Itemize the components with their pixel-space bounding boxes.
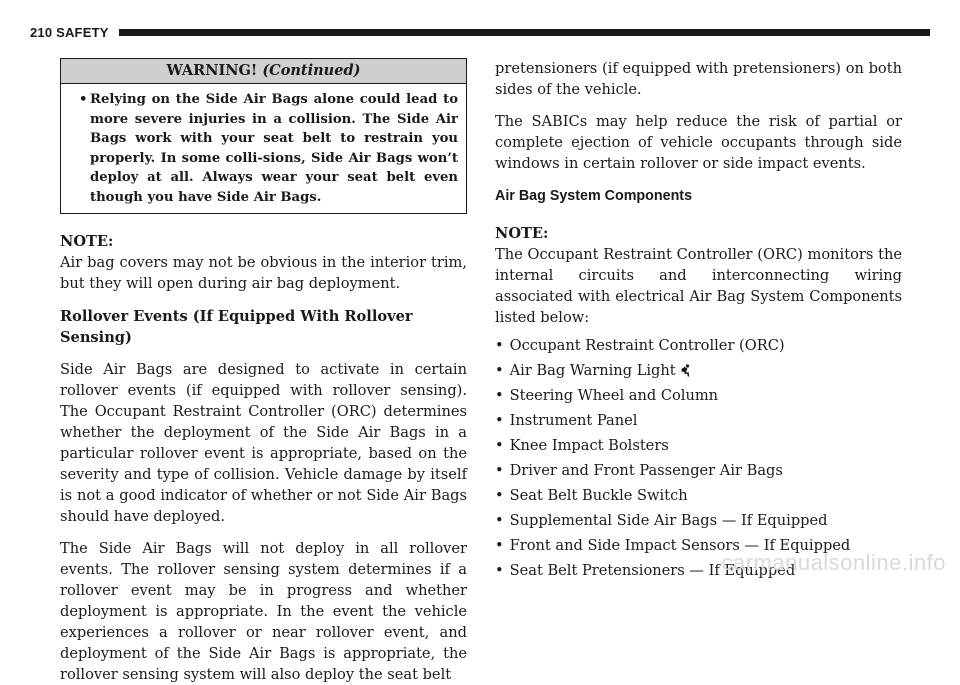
list-item-text: Steering Wheel and Column	[509, 387, 719, 404]
warning-box	[60, 58, 467, 214]
components-heading: Air Bag System Components	[495, 188, 693, 204]
list-item-text: Occupant Restraint Controller (ORC)	[509, 337, 785, 354]
watermark: carmanualsonline.info	[721, 550, 946, 575]
bullet-icon: •	[495, 337, 504, 354]
list-item-text: Supplemental Side Air Bags — If Equipped	[509, 512, 828, 529]
components-note-text: The Occupant Restraint Controller (ORC) monitors the internal circuits and interconnecting wiring associated with electrical Air Bag System Components listed below:	[495, 246, 902, 326]
list-item	[495, 508, 902, 533]
list-item-text: Air Bag Warning Light	[509, 362, 676, 379]
list-item-text: Knee Impact Bolsters	[509, 437, 669, 454]
rollover-paragraph-1: Side Air Bags are designed to activate in certain rollover events (if equipped with rollover sensing). The Occupant Restraint Controller (ORC) determines whether the deployment of the Side Air Bags in a particular rollover event is appropriate, based on the severity and type of collision. Vehicle damage by itself is not a good indicator of whether or not Side Air Bags should have deployed.	[60, 361, 467, 525]
header-rule	[119, 29, 930, 36]
list-item	[495, 408, 902, 433]
note-text: Air bag covers may not be obvious in the interior trim, but they will open during air bag deployment.	[60, 254, 467, 292]
list-item	[495, 383, 902, 408]
left-column	[60, 58, 467, 685]
warning-continued: (Continued)	[262, 62, 361, 79]
list-item-text: Seat Belt Pretensioners — If Equipped	[509, 562, 796, 579]
list-item-text: Seat Belt Buckle Switch	[509, 487, 688, 504]
warning-item	[79, 90, 458, 207]
bullet-icon: •	[495, 562, 504, 579]
right-column	[495, 58, 902, 583]
bullet-icon: •	[495, 362, 504, 379]
note-label: NOTE:	[60, 233, 114, 250]
list-item-text: Driver and Front Passenger Air Bags	[509, 462, 783, 479]
bullet-icon: •	[495, 487, 504, 504]
bullet-icon: •	[79, 92, 88, 107]
components-note-label: NOTE:	[495, 225, 549, 242]
warning-body	[61, 84, 466, 213]
bullet-icon: •	[495, 412, 504, 429]
continued-paragraph: pretensioners (if equipped with pretensioners) on both sides of the vehicle.	[495, 60, 902, 98]
airbag-warning-icon	[681, 364, 692, 377]
bullet-icon: •	[495, 387, 504, 404]
list-item-text: Instrument Panel	[509, 412, 638, 429]
bullet-icon: •	[495, 537, 504, 554]
list-item	[495, 333, 902, 358]
warning-item-text: Relying on the Side Air Bags alone could lead to more severe injuries in a collision. The Side Air Bags work with your seat belt to restrain you properly. In some colli-sions, Side Air Bags won’t deploy at all. Always wear your seat belt even though you have Side Air Bags.	[90, 92, 458, 205]
list-item	[495, 483, 902, 508]
rollover-heading: Rollover Events (If Equipped With Rollover Sensing)	[60, 308, 413, 346]
rollover-paragraph-2: The Side Air Bags will not deploy in all rollover events. The rollover sensing system determines if a rollover event may be in progress and whether deployment is appropriate. In the event the vehicle experiences a rollover or near rollover event, and deployment of the Side Air Bags is appropriate, the rollover sensing system will also deploy the seat belt	[60, 540, 467, 683]
sabic-paragraph: The SABICs may help reduce the risk of partial or complete ejection of vehicle occupants through side windows in certain rollover or side impact events.	[495, 113, 902, 172]
warning-header	[61, 59, 466, 84]
list-item-text: Front and Side Impact Sensors — If Equipped	[509, 537, 851, 554]
list-item	[495, 458, 902, 483]
list-item	[495, 433, 902, 458]
page-number-section: 210 SAFETY	[30, 24, 109, 40]
bullet-icon: •	[495, 462, 504, 479]
warning-title: WARNING!	[166, 62, 258, 79]
bullet-icon: •	[495, 512, 504, 529]
page-header	[30, 24, 930, 40]
list-item	[495, 358, 902, 383]
bullet-icon: •	[495, 437, 504, 454]
components-list	[495, 333, 902, 583]
